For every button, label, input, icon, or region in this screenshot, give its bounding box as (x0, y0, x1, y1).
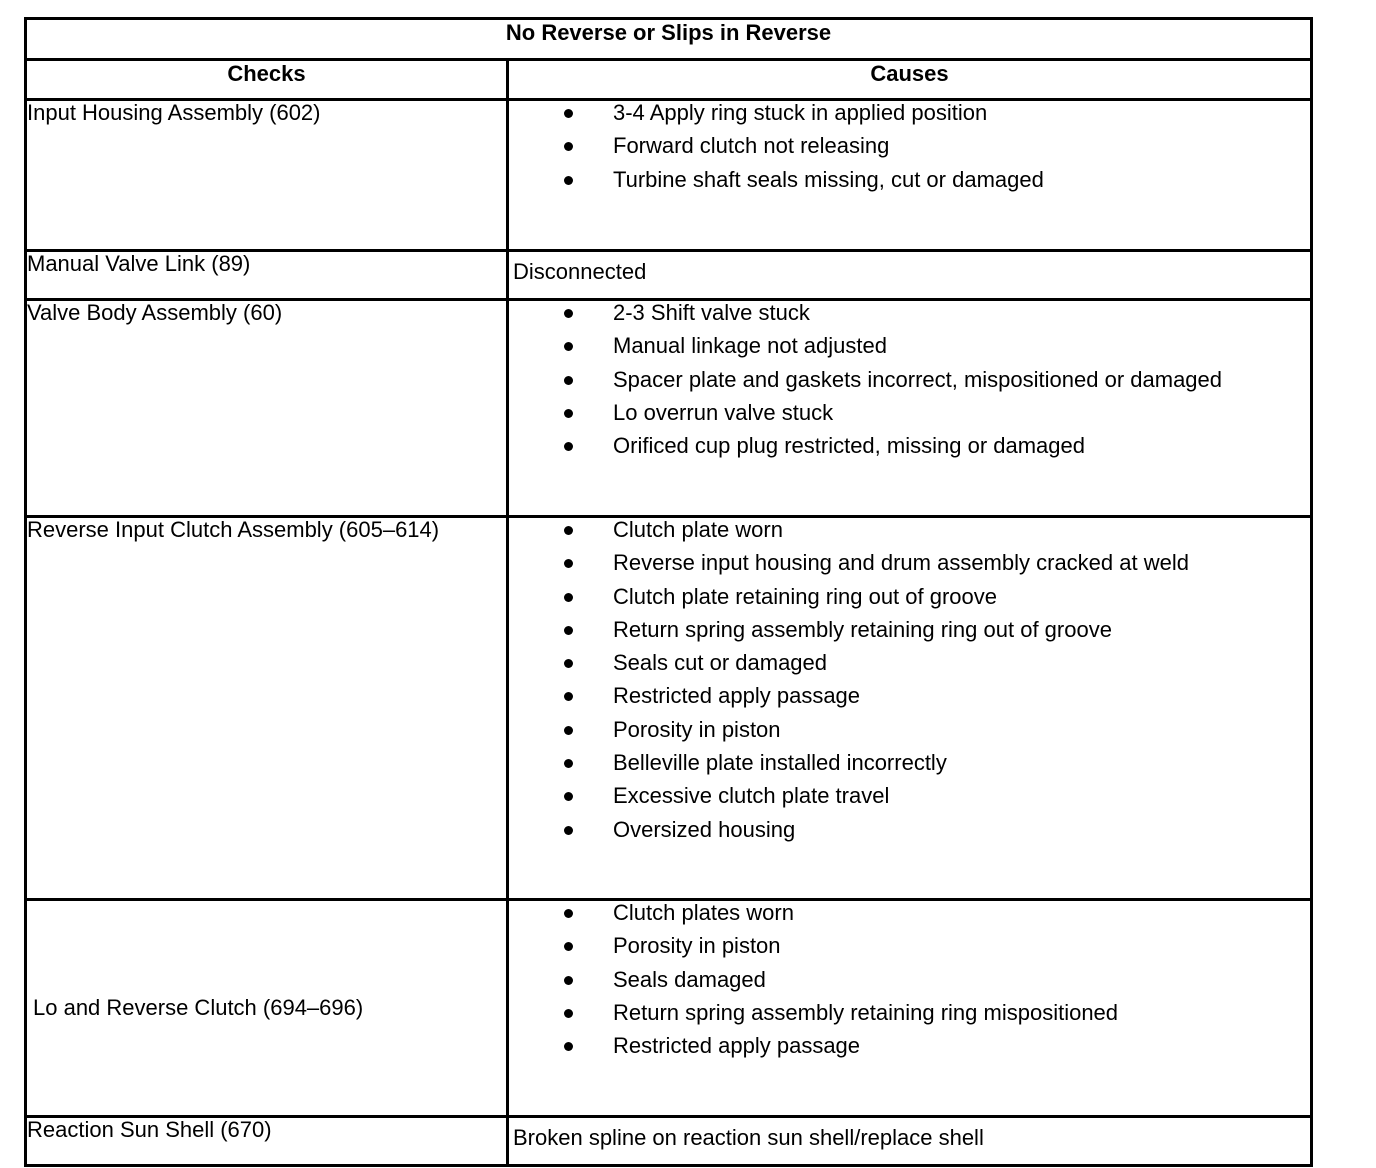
cause-item (509, 684, 1310, 717)
bullet-icon (564, 342, 573, 351)
causes-header: Causes (508, 60, 1312, 100)
bullet-icon (564, 626, 573, 635)
bullet-icon (564, 976, 573, 985)
cause-item (509, 401, 1310, 434)
cause-text: 2-3 Shift valve stuck (613, 300, 810, 325)
cause-item (509, 934, 1310, 967)
cause-text: Spacer plate and gaskets incorrect, mispositioned or damaged (613, 366, 1223, 392)
bullet-icon (564, 442, 573, 451)
table-title: No Reverse or Slips in Reverse (26, 19, 1312, 60)
check-cell: Reaction Sun Shell (670) (26, 1117, 508, 1166)
bullet-icon (564, 593, 573, 602)
bullet-icon (564, 1042, 573, 1051)
cause-item (509, 168, 1310, 201)
cause-item (509, 334, 1310, 367)
check-cell: Lo and Reverse Clutch (694–696) (26, 900, 508, 1117)
check-cell: Input Housing Assembly (602) (26, 100, 508, 251)
bullet-icon (564, 376, 573, 385)
cause-text: Forward clutch not releasing (613, 133, 890, 159)
causes-cell (508, 300, 1312, 517)
cause-text: Lo overrun valve stuck (613, 399, 834, 425)
cause-list (509, 901, 1310, 1067)
check-cell: Manual Valve Link (89) (26, 251, 508, 300)
bullet-icon (564, 526, 573, 535)
cause-item (509, 968, 1310, 1001)
cause-text: Reverse input housing and drum assembly cracked at weld (613, 550, 1189, 576)
bullet-icon (564, 792, 573, 801)
checks-header: Checks (26, 60, 508, 100)
bullet-icon (564, 409, 573, 418)
bullet-icon (564, 1009, 573, 1018)
causes-cell (508, 517, 1312, 900)
check-cell: Reverse Input Clutch Assembly (605–614) (26, 517, 508, 900)
cause-text: Porosity in piston (613, 716, 781, 742)
bullet-icon (564, 659, 573, 668)
cause-item (509, 751, 1310, 784)
cause-item (509, 651, 1310, 684)
bullet-icon (564, 826, 573, 835)
cause-item (509, 585, 1310, 618)
cause-item (509, 551, 1310, 584)
diagnosis-table (24, 17, 1313, 1167)
cause-text: Porosity in piston (613, 933, 781, 959)
bullet-icon (564, 909, 573, 918)
causes-cell (508, 100, 1312, 251)
cause-text: Turbine shaft seals missing, cut or damaged (613, 166, 1044, 192)
cause-item (509, 434, 1310, 467)
cause-item (509, 718, 1310, 751)
table-row (26, 300, 1312, 517)
cause-text: Seals damaged (613, 966, 766, 992)
cause-item (509, 134, 1310, 167)
bullet-icon (564, 142, 573, 151)
cause-item (509, 1034, 1310, 1067)
cause-item (509, 901, 1310, 934)
cause-text: Return spring assembly retaining ring mispositioned (613, 999, 1119, 1025)
cause-item (509, 101, 1310, 134)
cause-text: Belleville plate installed incorrectly (613, 750, 947, 776)
table-row (26, 517, 1312, 900)
cause-list (509, 301, 1310, 467)
bullet-icon (564, 559, 573, 568)
causes-cell (508, 900, 1312, 1117)
cause-item (509, 618, 1310, 651)
bullet-icon (564, 176, 573, 185)
cause-text: Clutch plates worn (613, 900, 794, 925)
table-row (26, 100, 1312, 251)
bullet-icon (564, 759, 573, 768)
cause-text: Manual linkage not adjusted (613, 333, 887, 359)
cause-text: Excessive clutch plate travel (613, 783, 890, 809)
causes-cell: Broken spline on reaction sun shell/replace shell (508, 1117, 1312, 1166)
table-row (26, 251, 1312, 300)
cause-text: 3-4 Apply ring stuck in applied position (613, 100, 988, 125)
bullet-icon (564, 309, 573, 318)
table-row (26, 900, 1312, 1117)
check-cell: Valve Body Assembly (60) (26, 300, 508, 517)
cause-text: Oversized housing (613, 816, 796, 842)
bullet-icon (564, 942, 573, 951)
bullet-icon (564, 692, 573, 701)
table-row (26, 1117, 1312, 1166)
cause-item (509, 301, 1310, 334)
cause-text: Clutch plate worn (613, 517, 783, 542)
bullet-icon (564, 109, 573, 118)
cause-text: Orificed cup plug restricted, missing or damaged (613, 433, 1085, 459)
cause-item (509, 518, 1310, 551)
cause-item (509, 368, 1310, 401)
cause-item (509, 784, 1310, 817)
cause-text: Restricted apply passage (613, 683, 861, 709)
cause-text: Seals cut or damaged (613, 650, 828, 676)
cause-item (509, 1001, 1310, 1034)
cause-text: Return spring assembly retaining ring out of groove (613, 616, 1112, 642)
cause-item (509, 818, 1310, 851)
cause-list (509, 101, 1310, 201)
causes-cell: Disconnected (508, 251, 1312, 300)
bullet-icon (564, 726, 573, 735)
cause-list (509, 518, 1310, 851)
cause-text: Restricted apply passage (613, 1033, 861, 1059)
cause-text: Clutch plate retaining ring out of groove (613, 583, 998, 609)
